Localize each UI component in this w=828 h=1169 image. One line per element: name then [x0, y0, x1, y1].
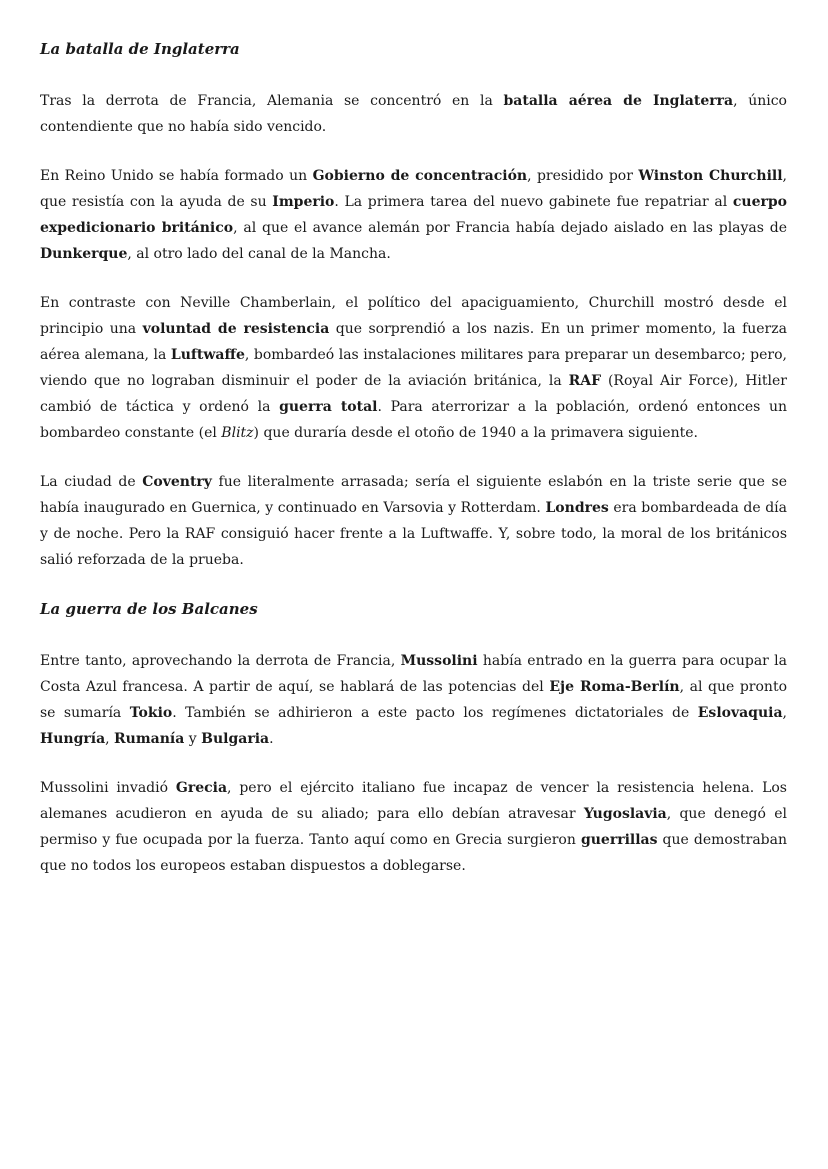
bold-term: Eslovaquia [697, 705, 783, 721]
text-run: , que resistía con la ayuda de su [40, 168, 787, 210]
text-run: . También se adhirieron a este pacto los regímenes dictatoriales de [172, 705, 698, 721]
bold-term: Tokio [129, 705, 173, 721]
paragraph [40, 163, 787, 267]
bold-term: Hungría [40, 731, 106, 747]
bold-term: guerra total [279, 399, 378, 415]
bold-term: Yugoslavia [583, 806, 667, 822]
text-run: Entre tanto, aprovechando la derrota de Francia, [40, 653, 401, 669]
text-run: . La primera tarea del nuevo gabinete fue repatriar al [334, 194, 733, 210]
section-heading: La guerra de los Balcanes [40, 600, 258, 618]
text-run: , que denegó el permiso y fue ocupada por la fuerza. Tanto aquí como en Grecia surgieron [40, 806, 787, 848]
bold-term: Rumanía [114, 731, 185, 747]
paragraph [40, 88, 787, 140]
text-run: , único contendiente que no había sido vencido. [40, 93, 787, 135]
bold-term: cuerpo expedicionario británico [40, 194, 787, 236]
text-run: Mussolini invadió [40, 780, 176, 796]
bold-term: Luftwaffe [170, 347, 245, 363]
bold-term: Mussolini [400, 653, 478, 669]
text-run: . [269, 731, 274, 747]
bold-term: RAF [568, 373, 602, 389]
section-heading: La batalla de Inglaterra [40, 40, 240, 58]
bold-term: batalla aérea de Inglaterra [503, 93, 734, 109]
paragraph [40, 469, 787, 573]
paragraph [40, 290, 787, 446]
text-run: había entrado en la guerra para ocupar la Costa Azul francesa. A partir de aquí, se hablará de las potencias del [40, 653, 787, 695]
bold-term: Bulgaria [201, 731, 270, 747]
bold-term: Coventry [142, 474, 212, 490]
text-run: , al otro lado del canal de la Mancha. [127, 246, 391, 262]
bold-term: Grecia [175, 780, 228, 796]
bold-term: Dunkerque [40, 246, 128, 262]
paragraph [40, 775, 787, 879]
text-run: . Para aterrorizar a la población, ordenó entonces un bombardeo constante (el [40, 399, 788, 441]
text-run: , bombardeó las instalaciones militares para preparar un desembarco; pero, viendo que no lograban disminuir el poder de la aviación británica, la [40, 347, 787, 389]
text-run: (Royal Air Force), Hitler cambió de táctica y ordenó la [40, 373, 787, 415]
bold-term: Winston Churchill [638, 168, 783, 184]
bold-term: Eje Roma-Berlín [549, 679, 680, 695]
text-run: La ciudad de [40, 474, 143, 490]
text-run: y [184, 731, 202, 747]
text-run: Tras la derrota de Francia, Alemania se concentró en la [40, 93, 504, 109]
text-run: ) que duraría desde el otoño de 1940 a la primavera siguiente. [253, 425, 698, 441]
bold-term: guerrillas [580, 832, 658, 848]
italic-term: Blitz [221, 425, 254, 441]
text-run: fue literalmente arrasada; sería el siguiente eslabón en la triste serie que se había inaugurado en Guernica, y continuado en Varsovia y Rotterdam. [40, 474, 787, 516]
text-run: En Reino Unido se había formado un [40, 168, 313, 184]
paragraph [40, 648, 787, 752]
bold-term: Gobierno de concentración [312, 168, 528, 184]
text-run: , [782, 705, 787, 721]
text-run: , al que pronto se sumaría [40, 679, 787, 721]
bold-term: Londres [545, 500, 609, 516]
text-run: era bombardeada de día y de noche. Pero la RAF consiguió hacer frente a la Luftwaffe. Y, sobre todo, la moral de los británicos salió reforzada de la prueba. [40, 500, 787, 568]
text-run: que demostraban que no todos los europeos estaban dispuestos a doblegarse. [40, 832, 787, 874]
text-run: , pero el ejército italiano fue incapaz de vencer la resistencia helena. Los alemanes acudieron en ayuda de su aliado; para ello debían atravesar [40, 780, 787, 822]
text-run: En contraste con Neville Chamberlain, el político del apaciguamiento, Churchill mostró desde el principio una [40, 295, 787, 337]
text-run: , [105, 731, 115, 747]
text-run: , al que el avance alemán por Francia había dejado aislado en las playas de [233, 220, 787, 236]
text-run: que sorprendió a los nazis. En un primer momento, la fuerza aérea alemana, la [40, 321, 787, 363]
bold-term: voluntad de resistencia [142, 321, 330, 337]
bold-term: Imperio [272, 194, 335, 210]
text-run: , presidido por [527, 168, 639, 184]
